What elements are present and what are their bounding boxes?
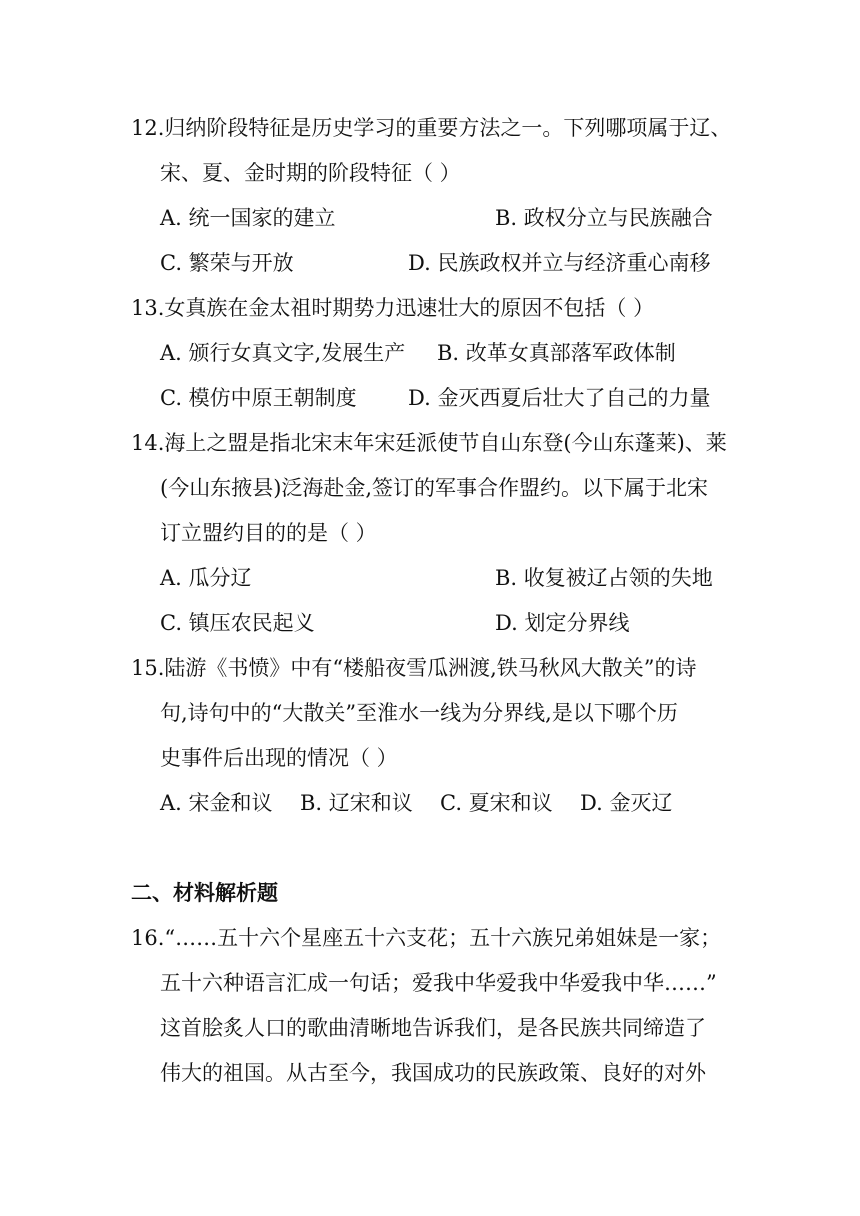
question-13-option-a: A. 颁行女真文字,发展生产 [160,341,406,365]
question-15-option-c: C. 夏宋和议 [440,791,553,815]
question-13-option-b: B. 改革女真部落军政体制 [437,341,676,365]
question-16-text-line-3: 这首脍炙人口的歌曲清晰地告诉我们，是各民族共同缔造了 [160,1016,706,1040]
question-12-option-b: B. 政权分立与民族融合 [495,206,713,230]
question-12-option-c: C. 繁荣与开放 [160,251,294,275]
question-12-text-line-1: 12.归纳阶段特征是历史学习的重要方法之一。下列哪项属于辽、 [131,116,732,140]
question-12-option-a: A. 统一国家的建立 [160,206,336,230]
question-16-text-line-1: 16.“……五十六个星座五十六支花；五十六族兄弟姐妹是一家； [131,926,722,950]
question-12-option-d: D. 民族政权并立与经济重心南移 [408,251,711,275]
question-15-text-line-1: 15.陆游《书愤》中有“楼船夜雪瓜洲渡,铁马秋风大散关”的诗 [131,656,697,680]
question-15-text-line-2: 句,诗句中的“大散关”至淮水一线为分界线,是以下哪个历 [160,701,678,725]
question-15-option-a: A. 宋金和议 [160,791,273,815]
question-14-text-line-1: 14.海上之盟是指北宋末年宋廷派使节自山东登(今山东蓬莱)、莱 [131,431,727,455]
question-13-option-c: C. 模仿中原王朝制度 [160,386,357,410]
question-15-option-d: D. 金灭辽 [580,791,673,815]
question-15-option-b: B. 辽宋和议 [300,791,413,815]
question-12-text-line-2: 宋、夏、金时期的阶段特征（ ） [160,161,461,185]
question-14-option-c: C. 镇压农民起义 [160,611,315,635]
question-13-text-line-1: 13.女真族在金太祖时期势力迅速壮大的原因不包括（ ） [131,296,655,320]
question-14-text-line-3: 订立盟约目的的是（ ） [160,521,377,545]
question-13-option-d: D. 金灭西夏后壮大了自己的力量 [408,386,711,410]
section-2-heading: 二、材料解析题 [131,880,278,905]
question-16-text-line-4: 伟大的祖国。从古至今，我国成功的民族政策、良好的对外 [160,1061,706,1085]
question-15-text-line-3: 史事件后出现的情况（ ） [160,746,398,770]
question-16-text-line-2: 五十六种语言汇成一句话；爱我中华爱我中华爱我中华……” [160,971,717,995]
question-14-option-d: D. 划定分界线 [495,611,630,635]
question-14-text-line-2: (今山东掖县)泛海赴金,签订的军事合作盟约。以下属于北宋 [160,476,709,500]
question-14-option-a: A. 瓜分辽 [160,566,252,590]
question-14-option-b: B. 收复被辽占领的失地 [495,566,713,590]
